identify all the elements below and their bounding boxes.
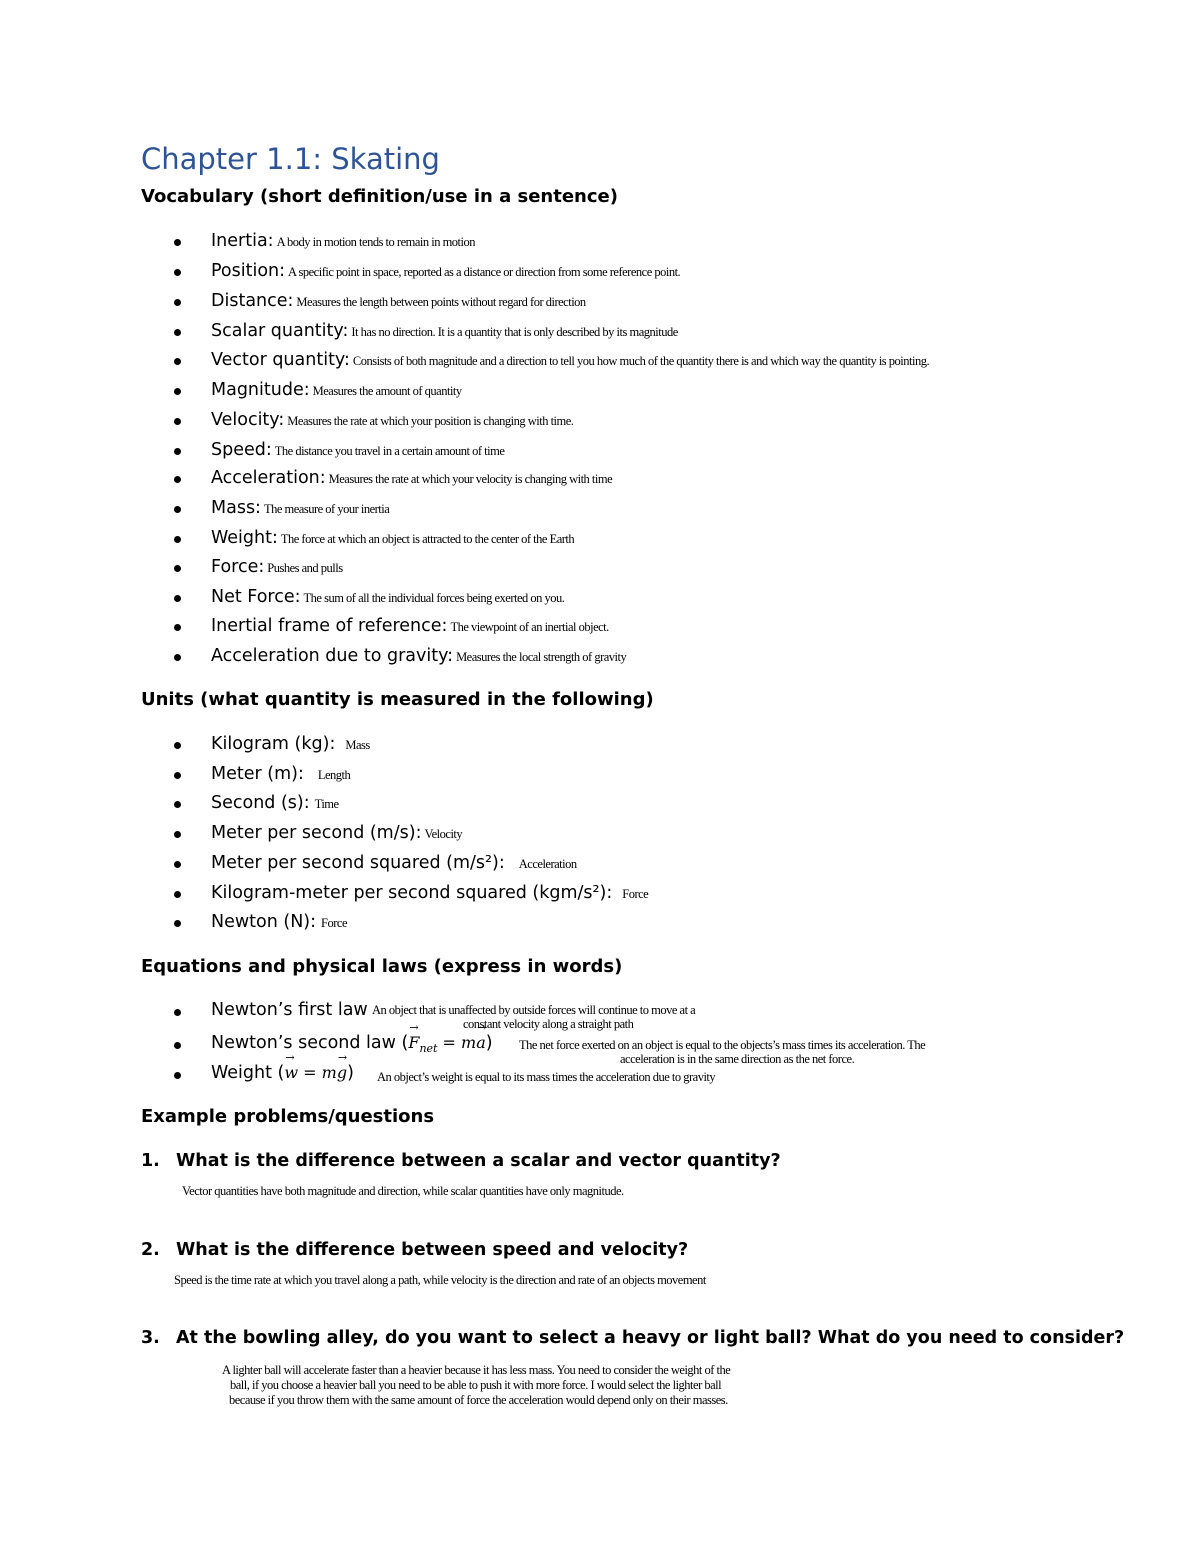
second-law-definition-line-2: acceleration is in the same direction as the net force. <box>620 1052 855 1066</box>
question-number: 1. <box>141 1151 160 1171</box>
vocab-definition: A specific point in space, reported as a distance or direction from some reference point. <box>288 265 681 279</box>
vocab-term: Acceleration due to gravity: <box>211 646 454 666</box>
vocabulary-heading: Vocabulary (short definition/use in a sentence) <box>141 186 618 207</box>
question-text: What is the difference between speed and velocity? <box>176 1240 689 1260</box>
unit-definition: Acceleration <box>518 857 577 871</box>
unit-term: Meter per second (m/s): <box>211 823 422 843</box>
bullet-icon <box>174 418 181 425</box>
unit-definition: Time <box>314 797 339 811</box>
bullet-icon <box>174 565 181 572</box>
units-heading: Units (what quantity is measured in the following) <box>141 689 654 710</box>
vocab-term: Speed: <box>211 440 272 460</box>
bullet-icon <box>174 329 181 336</box>
vocab-term: Magnitude: <box>211 380 310 400</box>
unit-term: Meter (m): <box>211 764 304 784</box>
bullet-icon <box>174 448 181 455</box>
weight-term: Weight <box>211 1063 272 1083</box>
vocab-term: Mass: <box>211 498 261 518</box>
vocab-term: Inertial frame of reference: <box>211 616 448 636</box>
bullet-icon <box>174 772 181 779</box>
vocab-definition: Measures the rate at which your position is changing with time. <box>287 414 574 428</box>
vocab-term: Inertia: <box>211 231 274 251</box>
weight-definition: An object’s weight is equal to its mass times the acceleration due to gravity <box>377 1070 716 1084</box>
vocab-term: Velocity: <box>211 410 285 430</box>
bullet-icon <box>174 861 181 868</box>
vocab-definition: The sum of all the individual forces being exerted on you. <box>303 591 565 605</box>
second-law-formula: → $F_{net} = m\to a$ <box>408 1033 485 1052</box>
vocab-term: Acceleration: <box>211 468 326 488</box>
bullet-icon <box>174 1042 181 1049</box>
bullet-icon <box>174 801 181 808</box>
bullet-icon <box>174 299 181 306</box>
question-number: 3. <box>141 1328 160 1348</box>
bullet-icon <box>174 595 181 602</box>
vocab-definition: It has no direction. It is a quantity that is only described by its magnitude <box>351 325 678 339</box>
bullet-icon <box>174 920 181 927</box>
answer-text: Speed is the time rate at which you travel along a path, while velocity is the direction and rate of an objects movement <box>174 1273 706 1287</box>
vocab-definition: The distance you travel in a certain amount of time <box>274 444 505 458</box>
answer-line-2: ball, if you choose a heavier ball you need to be able to push it with more force. I would select the lighter ball <box>230 1378 722 1392</box>
answer-text: Vector quantities have both magnitude and direction, while scalar quantities have only magnitude. <box>182 1184 624 1198</box>
answer-line-1: A lighter ball will accelerate faster than a heavier because it has less mass. You need to consider the weight of the <box>222 1363 731 1377</box>
question-text: What is the difference between a scalar and vector quantity? <box>176 1151 781 1171</box>
bullet-icon <box>174 742 181 749</box>
unit-term: Kilogram (kg): <box>211 734 336 754</box>
second-law-term: Newton’s second law <box>211 1033 396 1053</box>
document-page: Chapter 1.1: Skating Vocabulary (short definition/use in a sentence) Inertia: A body in motion tends to remain in motion Position: A specific point in space, reported as a distance or direction from some reference point. Distance: Measures the length between points without regard for direction Scalar quantity: It has no direction. It is a quantity that is only described by its magnitude Vector quantity: Consists of both magnitude and a direction to tell you how much of the quantity there is and which way the quantity is pointing. Magnitude: Measures the amount of quantity Velocity: Measures the rate at which your position is changing with time. Speed: The distance you travel in a certain amount of time Acceleration: Measures the rate at which your velocity is changing with time Mass: The measure of your inertia Weight: The force at which an object is attracted to the center of the Earth Force: Pushes and pulls Net Force: The sum of all the individual forces being exerted on you. Inertial frame of reference: The viewpoint of an inertial object. Acceleration due to gravity: Measures the local strength of gravity Units (what quantity is measured in the following) Kilogram (kg): Mass Meter (m): Length Second (s): Time Meter per second (m/s): Velocity Meter per second squared (m/s²): Acceleration Kilogram-meter per second squared (kgm/s²): Force Newton (N): Force Equations and physical laws (express in words) Newton’s first law An object that is unaffected by outside forces will continue to move at a constant velocity along a straight path Newton’s second law (→ $F_{net} = m\to a$) The net force exerted on an object is equal to the objects’s mass times its acceleration. The acceleration is in the same direction as the net force. Weight (→ w = m→ g) An object’s weight is equal to its mass times the acceleration due to gravity Example problems/questions 1. What is the difference between a scalar and vector quantity? Vector quantities have both magnitude and direction, while scalar quantities have only magnitude. 2. What is the difference between speed and velocity? Speed is the time rate at which you travel along a path, while velocity is the direction and rate of an objects movement 3. At the bowling alley, do you want to select a heavy or light ball? What do you need to consider? A lighter ball will accelerate faster than a heavier because it has less mass. You need to consider the weight of the ball, if you choose a heavier ball you need to be able to push it with more force. I would select the lighter ball because if you throw them with the same amount of force the acceleration would depend only on their masses. <box>0 0 1200 1553</box>
bullet-icon <box>174 831 181 838</box>
bullet-icon <box>174 624 181 631</box>
bullet-icon <box>174 476 181 483</box>
second-law-definition-line-1: The net force exerted on an object is equal to the objects’s mass times its acceleration. The <box>519 1038 926 1052</box>
unit-term: Kilogram-meter per second squared (kgm/s²): <box>211 883 613 903</box>
bullet-icon <box>174 654 181 661</box>
vocab-definition: Measures the local strength of gravity <box>456 650 627 664</box>
vocab-term: Position: <box>211 261 286 281</box>
vocab-term: Force: <box>211 557 265 577</box>
page-title: Chapter 1.1: Skating <box>141 142 440 176</box>
examples-heading: Example problems/questions <box>141 1106 435 1127</box>
vocab-definition: Measures the length between points without regard for direction <box>296 295 586 309</box>
vocab-definition: Consists of both magnitude and a direction to tell you how much of the quantity there is and which way the quantity is pointing. <box>352 354 930 368</box>
question-text: At the bowling alley, do you want to select a heavy or light ball? What do you need to consider? <box>176 1328 1125 1348</box>
unit-definition: Length <box>317 768 351 782</box>
bullet-icon <box>174 1009 181 1016</box>
weight-formula: → w = m→ g <box>284 1063 347 1082</box>
vocab-definition: A body in motion tends to remain in motion <box>276 235 475 249</box>
bullet-icon <box>174 891 181 898</box>
unit-definition: Force <box>321 916 348 930</box>
bullet-icon <box>174 506 181 513</box>
vocab-definition: Measures the rate at which your velocity is changing with time <box>328 472 613 486</box>
bullet-icon <box>174 388 181 395</box>
bullet-icon <box>174 239 181 246</box>
first-law-definition-line-1: An object that is unaffected by outside forces will continue to move at a <box>372 1003 696 1017</box>
vocab-term: Scalar quantity: <box>211 321 349 341</box>
bullet-icon <box>174 358 181 365</box>
vocab-term: Distance: <box>211 291 294 311</box>
vocab-definition: Pushes and pulls <box>267 561 343 575</box>
first-law-definition-line-2: constant velocity along a straight path <box>463 1017 634 1031</box>
vocab-definition: Measures the amount of quantity <box>312 384 462 398</box>
vocab-definition: The viewpoint of an inertial object. <box>450 620 609 634</box>
vocab-term: Weight: <box>211 528 278 548</box>
question-number: 2. <box>141 1240 160 1260</box>
vocab-term: Net Force: <box>211 587 301 607</box>
unit-definition: Mass <box>345 738 370 752</box>
vocab-term: Vector quantity: <box>211 350 350 370</box>
unit-term: Meter per second squared (m/s²): <box>211 853 505 873</box>
unit-definition: Force <box>622 887 649 901</box>
unit-definition: Velocity <box>424 827 463 841</box>
vocab-definition: The force at which an object is attracted to the center of the Earth <box>280 532 575 546</box>
bullet-icon <box>174 536 181 543</box>
bullet-icon <box>174 1072 181 1079</box>
unit-term: Second (s): <box>211 793 310 813</box>
bullet-icon <box>174 269 181 276</box>
vocab-definition: The measure of your inertia <box>263 502 390 516</box>
equations-heading: Equations and physical laws (express in words) <box>141 956 623 977</box>
first-law-term: Newton’s first law <box>211 1000 368 1020</box>
answer-line-3: because if you throw them with the same amount of force the acceleration would depend only on their masses. <box>229 1393 728 1407</box>
unit-term: Newton (N): <box>211 912 317 932</box>
